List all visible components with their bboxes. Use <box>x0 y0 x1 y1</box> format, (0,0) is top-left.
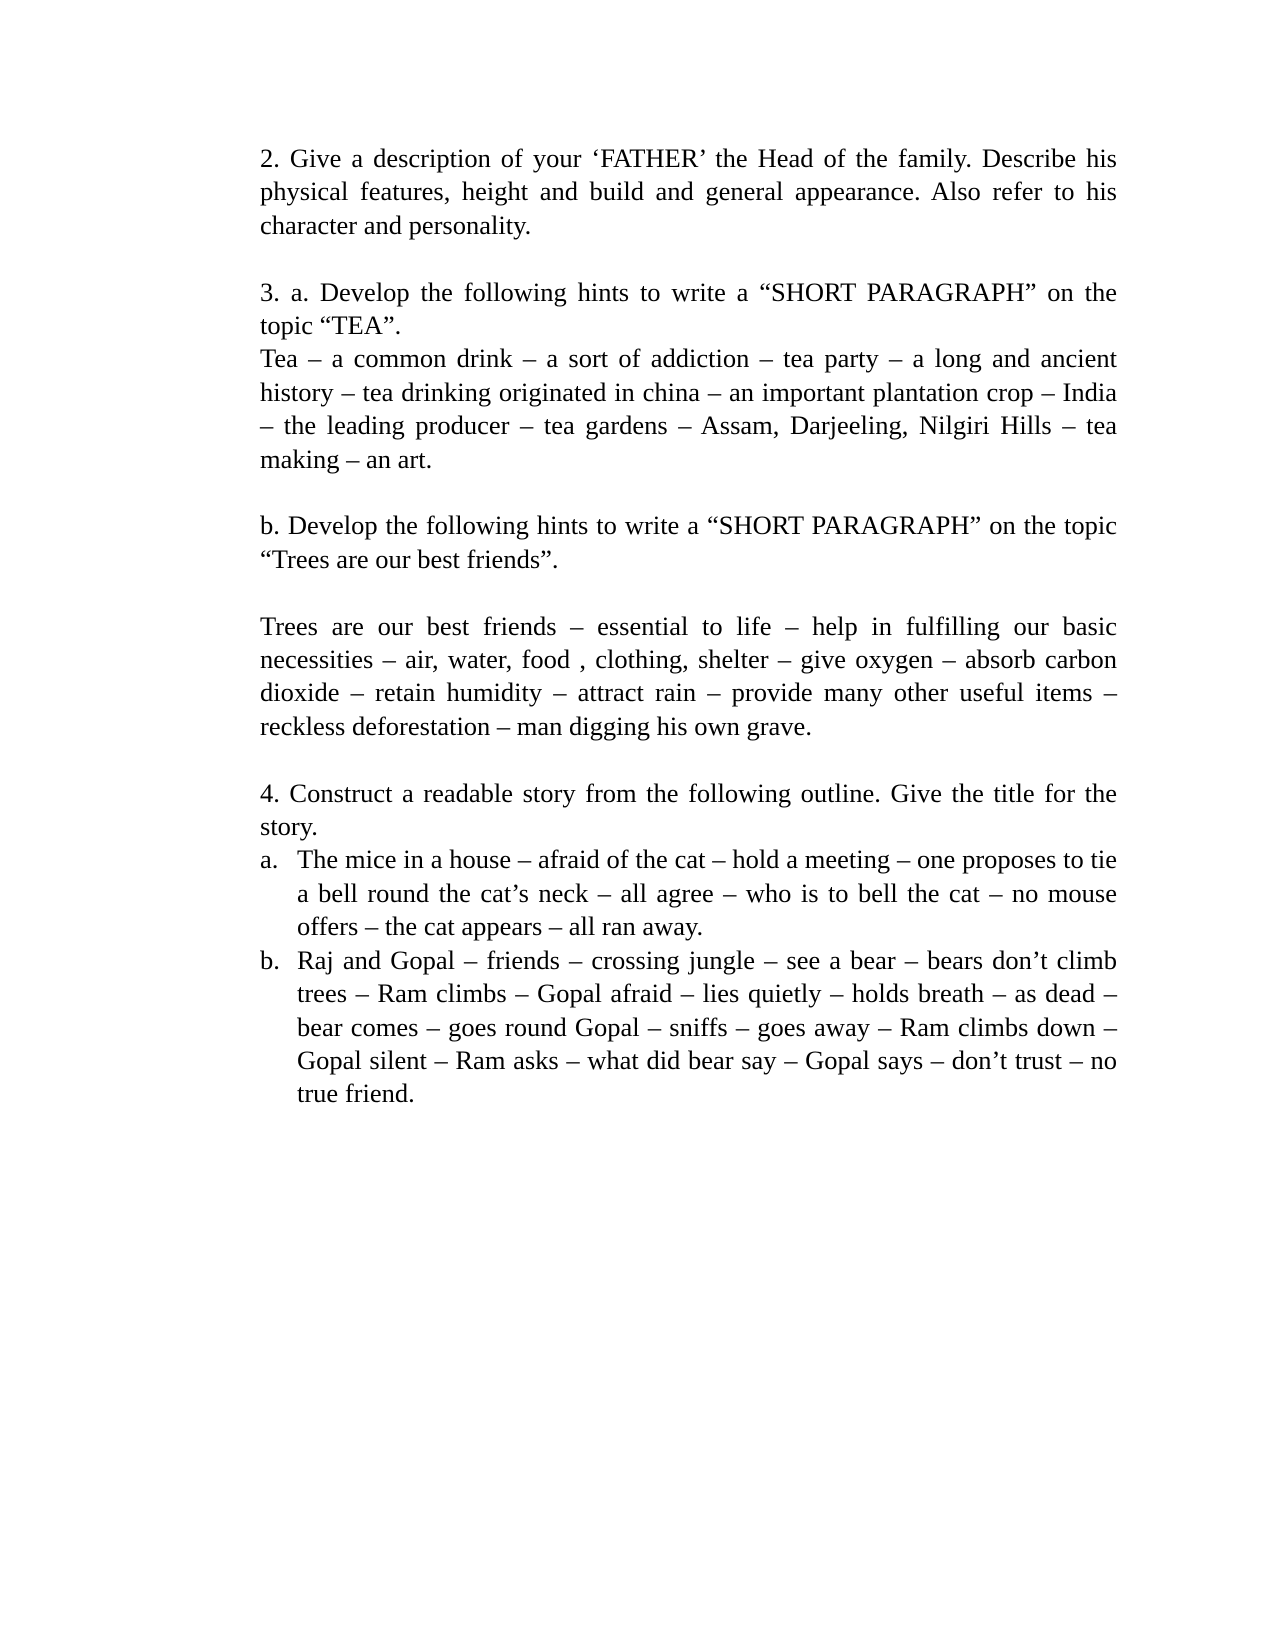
story-outline-list <box>260 843 1117 1110</box>
list-item <box>260 843 1117 943</box>
list-item-marker: b. <box>260 944 280 975</box>
list-item-text: The mice in a house – afraid of the cat – hold a meeting – one proposes to tie a bell round the cat’s neck – all agree – who is to bell the cat – no mouse offers – the cat appears – all ran away. <box>297 844 1117 942</box>
list-item-text: Raj and Gopal – friends – crossing jungle – see a bear – bears don’t climb trees – Ram climbs – Gopal afraid – lies quietly – holds breath – as dead – bear comes – goes round Gopal – sniffs – goes away – Ram climbs down – Gopal silent – Ram asks – what did bear say – Gopal says – don’t trust – no true friend. <box>297 944 1117 1109</box>
document-page <box>260 142 1117 1111</box>
question-4-prompt: 4. Construct a readable story from the following outline. Give the title for the story. <box>260 777 1117 842</box>
question-3b-hints: Trees are our best friends – essential to life – help in fulfilling our basic necessities – air, water, food , clothing, shelter – give oxygen – absorb carbon dioxide – retain humidity – attract rain – provide many other useful items – reckless deforestation – man digging his own grave. <box>260 610 1117 741</box>
question-3b-prompt: b. Develop the following hints to write a “SHORT PARAGRAPH” on the topic “Trees are our best friends”. <box>260 510 1117 574</box>
question-3a-hints: Tea – a common drink – a sort of addiction – tea party – a long and ancient history – tea drinking originated in china – an important plantation crop – India – the leading producer – tea gardens – Assam, Darjeeling, Nilgiri Hills – tea making – an art. <box>260 343 1117 474</box>
list-item <box>260 944 1117 1111</box>
list-item-marker: a. <box>260 844 279 875</box>
question-2-text: 2. Give a description of your ‘FATHER’ the Head of the family. Describe his physical features, height and build and general appearance. Also refer to his character and personality. <box>260 143 1117 240</box>
question-3a-prompt: 3. a. Develop the following hints to write a “SHORT PARAGRAPH” on the topic “TEA”. <box>260 276 1117 341</box>
